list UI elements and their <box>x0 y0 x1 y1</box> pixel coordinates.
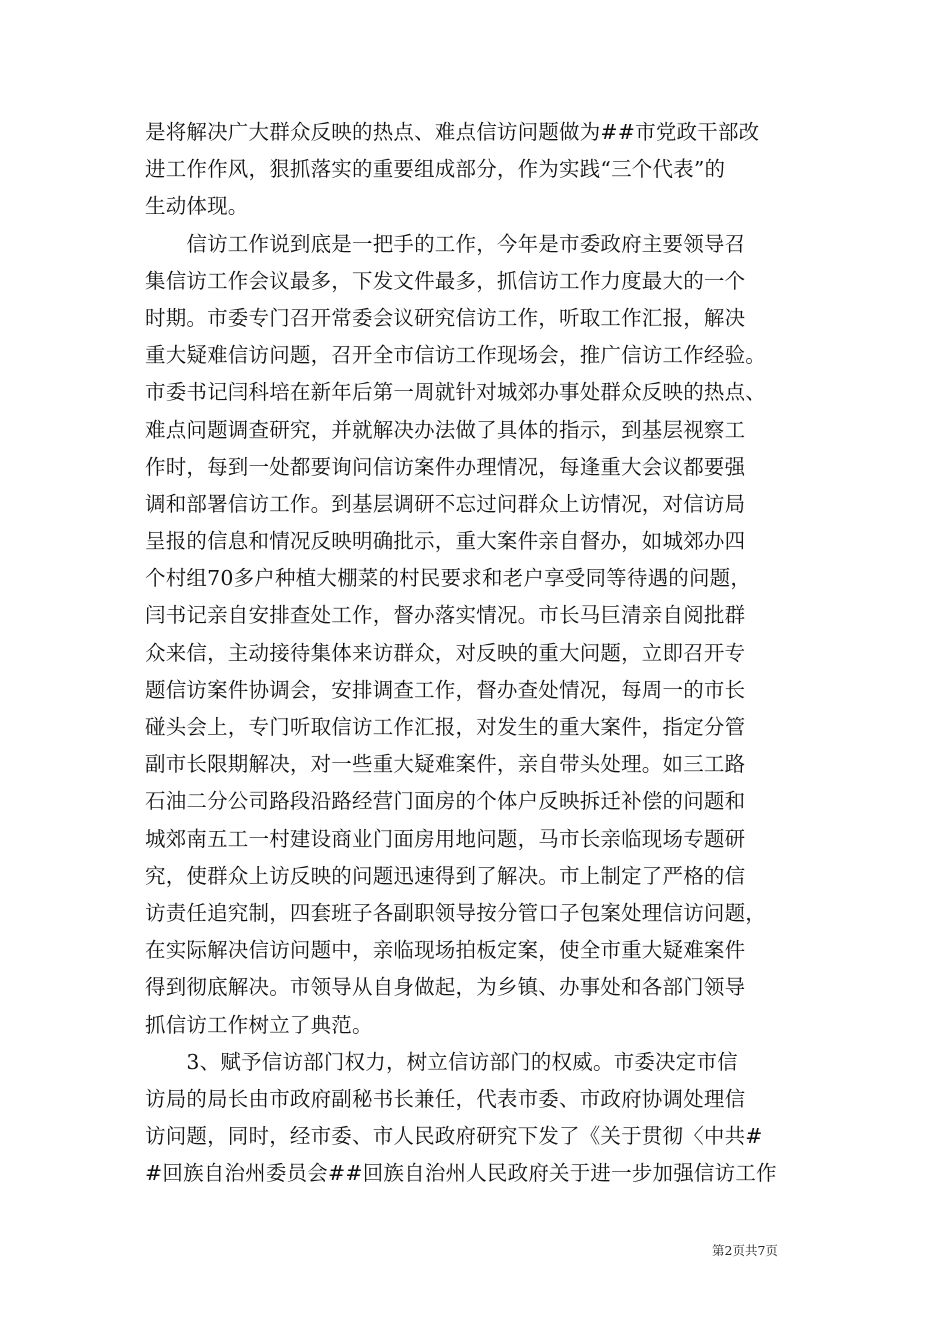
page-number-footer: 第2页共7页 <box>712 1243 778 1258</box>
text-line: 集信访工作会议最多，下发文件最多，抓信访工作力度最大的一个 <box>145 268 746 293</box>
text-line: 究，使群众上访反映的问题迅速得到了解决。市上制定了严格的信 <box>145 863 746 888</box>
text-line: 3、赋予信访部门权力，树立信访部门的权威。市委决定市信 <box>145 1049 738 1074</box>
text-line: 闫书记亲自安排查处工作，督办落实情况。市长马巨清亲自阅批群 <box>145 603 746 628</box>
text-line: 难点问题调查研究，并就解决办法做了具体的指示，到基层视察工 <box>145 417 746 442</box>
text-line: 得到彻底解决。市领导从自身做起，为乡镇、办事处和各部门领导 <box>145 975 746 1000</box>
body-text <box>145 114 805 1192</box>
text-line: 市委书记闫科培在新年后第一周就针对城郊办事处群众反映的热点、 <box>145 380 766 405</box>
text-line: 城郊南五工一村建设商业门面房用地问题，马市长亲临现场专题研 <box>145 826 746 851</box>
text-line: 在实际解决信访问题中，亲临现场拍板定案，使全市重大疑难案件 <box>145 938 746 963</box>
text-line: 碰头会上，专门听取信访工作汇报，对发生的重大案件，指定分管 <box>145 715 746 739</box>
text-line: 众来信，主动接待集体来访群众，对反映的重大问题，立即召开专 <box>145 640 746 665</box>
text-line: 信访工作说到底是一把手的工作，今年是市委政府主要领导召 <box>145 231 746 256</box>
text-line: 个村组70多户种植大棚菜的村民要求和老户享受同等待遇的问题， <box>145 566 752 591</box>
text-line: 作时，每到一处都要询问信访案件办理情况，每逢重大会议都要强 <box>145 454 746 479</box>
text-line: 调和部署信访工作。到基层调研不忘过问群众上访情况，对信访局 <box>145 491 746 516</box>
text-line: 时期。市委专门召开常委会议研究信访工作，听取工作汇报，解决 <box>145 305 746 330</box>
text-line: 访责任追究制，四套班子各副职领导按分管口子包案处理信访问题， <box>145 900 766 925</box>
text-line: 访局的局长由市政府副秘书长兼任，代表市委、市政府协调处理信 <box>145 1086 746 1111</box>
text-line: 呈报的信息和情况反映明确批示，重大案件亲自督办，如城郊办四 <box>145 529 746 554</box>
text-line: 题信访案件协调会，安排调查工作，督办查处情况，每周一的市长 <box>145 677 746 702</box>
text-line: #回族自治州委员会##回族自治州人民政府关于进一步加强信访工作 <box>145 1161 777 1186</box>
text-line: 抓信访工作树立了典范。 <box>145 1012 373 1037</box>
text-line: 重大疑难信访问题，召开全市信访工作现场会，推广信访工作经验。 <box>145 343 766 368</box>
text-line: 是将解决广大群众反映的热点、难点信访问题做为##市党政干部改 <box>145 120 760 144</box>
text-line: 生动体现。 <box>145 194 249 219</box>
text-line: 访问题，同时，经市委、市人民政府研究下发了《关于贯彻〈中共# <box>145 1124 763 1149</box>
text-line: 进工作作风，狠抓落实的重要组成部分，作为实践“三个代表”的 <box>145 157 726 182</box>
text-line: 副市长限期解决，对一些重大疑难案件，亲自带头处理。如三工路 <box>145 752 746 777</box>
text-line: 石油二分公司路段沿路经营门面房的个体户反映拆迁补偿的问题和 <box>145 789 746 814</box>
